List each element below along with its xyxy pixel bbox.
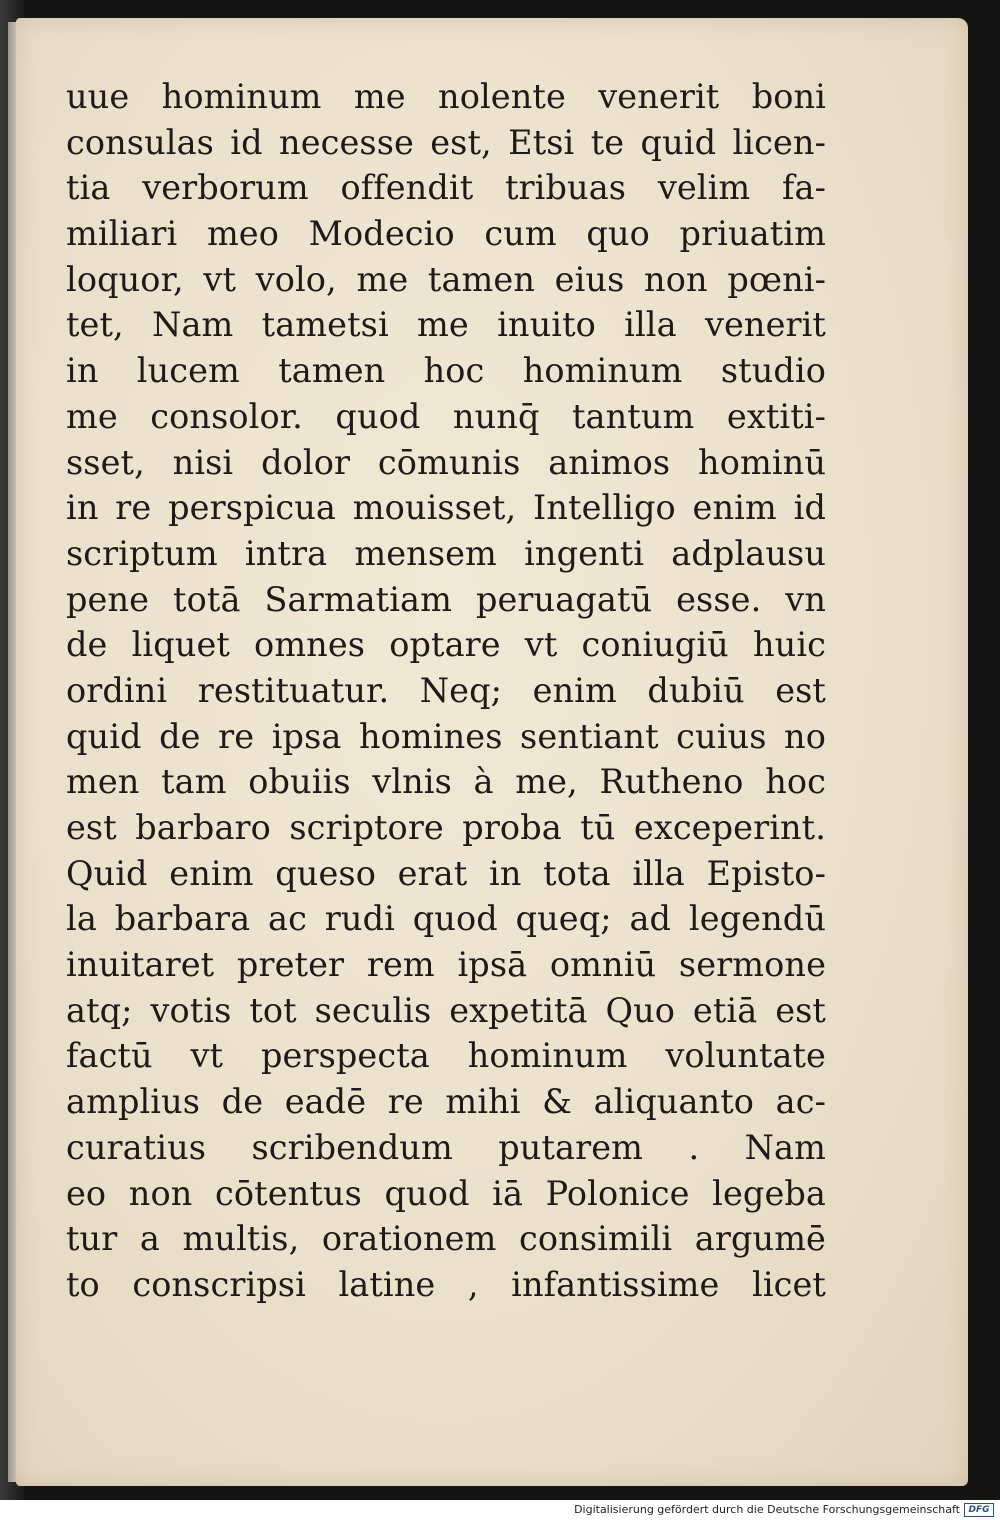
text-line-13: de liquet omnes optare vt coniugiū huic (66, 625, 826, 665)
text-line-27: to conscripsi latine , infantissime licet (66, 1264, 826, 1304)
text-line-11: scriptum intra mensem ingenti adplausu (66, 533, 826, 573)
page-text (66, 74, 826, 1308)
text-line-14: ordini restituatur. Neq; enim dubiū est (66, 670, 826, 710)
text-line-23: amplius de eadē re mihi & aliquanto ac- (66, 1082, 826, 1122)
text-line-15: quid de re ipsa homines sentiant cuius no (66, 716, 826, 756)
text-line-20: inuitaret preter rem ipsā omniū sermone (66, 945, 826, 985)
footer-bar (0, 1500, 1000, 1520)
text-line-5: loquor, vt volo, me tamen eius non pœni- (66, 259, 826, 299)
text-line-21: atq; votis tot seculis expetitā Quo etiā est (66, 990, 826, 1030)
text-line-1: uue hominum me nolente venerit boni (66, 77, 826, 116)
text-line-24: curatius scribendum putarem . Nam (66, 1127, 826, 1167)
text-line-7: in lucem tamen hoc hominum studio (66, 351, 826, 391)
text-line-4: miliari meo Modecio cum quo priuatim (66, 214, 826, 254)
text-line-19: la barbara ac rudi quod queq; ad legendū (66, 899, 826, 939)
funding-credit: Digitalisierung gefördert durch die Deutsche Forschungsgemeinschaft (574, 1503, 960, 1516)
text-line-18: Quid enim queso erat in tota illa Episto- (66, 853, 826, 893)
text-line-10: in re perspicua mouisset, Intelligo enim id (66, 488, 826, 528)
text-line-26: tur a multis, orationem consimili argumē (66, 1219, 826, 1259)
text-line-17: est barbaro scriptore proba tū exceperint. (66, 808, 826, 847)
text-line-25: eo non cōtentus quod iā Polonice legeba (66, 1173, 826, 1213)
text-line-16: men tam obuiis vlnis à me, Rutheno hoc (66, 762, 826, 802)
text-line-8: me consolor. quod nunq̄ tantum extiti- (66, 396, 826, 436)
text-line-12: pene totā Sarmatiam peruagatū esse. vn (66, 579, 826, 619)
text-line-6: tet, Nam tametsi me inuito illa venerit (66, 305, 826, 345)
dfg-logo[interactable]: DFG (964, 1503, 994, 1517)
text-line-2: consulas id necesse est, Etsi te quid licen- (66, 122, 826, 162)
text-line-3: tia verborum offendit tribuas velim fa- (66, 168, 826, 208)
text-line-9: sset, nisi dolor cōmunis animos hominū (66, 442, 826, 482)
text-line-22: factū vt perspecta hominum voluntate (66, 1036, 826, 1076)
